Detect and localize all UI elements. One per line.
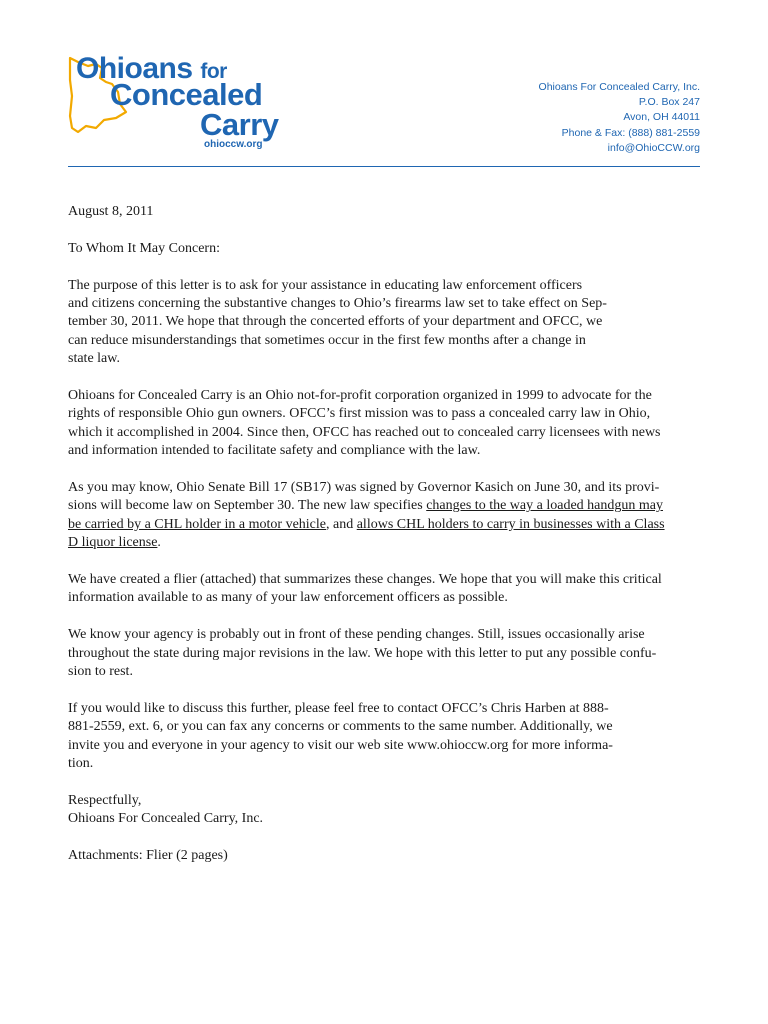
logo-text-line3: Carry	[200, 107, 279, 142]
text-line: 881-2559, ext. 6, or you can fax any concerns or comments to the same number. Additionally, we	[68, 719, 613, 735]
paragraph-agency	[68, 626, 718, 681]
text-line: tember 30, 2011. We hope that through the concerted efforts of your department and OFCC, we	[68, 314, 603, 330]
signature: Ohioans For Concealed Carry, Inc.	[68, 811, 264, 827]
paragraph-sb17	[68, 479, 718, 553]
paragraph-about-ofcc	[68, 387, 718, 461]
text-line: and information intended to facilitate safety and compliance with the law.	[68, 443, 481, 459]
text-line	[68, 497, 718, 515]
letter-salutation: To Whom It May Concern:	[68, 240, 220, 256]
text-line: throughout the state during major revisions in the law. We hope with this letter to put any possible confu-	[68, 645, 657, 661]
contact-org: Ohioans For Concealed Carry, Inc.	[538, 81, 700, 93]
link-class-d-liquor[interactable]: allows CHL holders to carry in businesses with a Class	[356, 516, 665, 532]
text-line: invite you and everyone in your agency to visit our web site www.ohioccw.org for more informa-	[68, 737, 613, 753]
letter-body	[68, 203, 718, 884]
logo-text-line2: Concealed	[110, 77, 263, 112]
text-line	[68, 516, 718, 534]
attachments-note: Attachments: Flier (2 pages)	[68, 848, 228, 864]
link-vehicle-carry[interactable]: changes to the way a loaded handgun may	[426, 498, 663, 514]
text-line: We know your agency is probably out in front of these pending changes. Still, issues occasionally arise	[68, 627, 645, 643]
text-line: We have created a flier (attached) that summarizes these changes. We hope that you will make this critical	[68, 572, 662, 588]
letter-date: August 8, 2011	[68, 204, 154, 219]
contact-city: Avon, OH 44011	[623, 111, 700, 124]
text-line: information available to as many of your law enforcement officers as possible.	[68, 590, 508, 606]
text-line: state law.	[68, 351, 120, 367]
signature-block	[68, 792, 718, 829]
text-line: The purpose of this letter is to ask for your assistance in educating law enforcement officers	[68, 277, 583, 293]
text-line	[68, 534, 718, 552]
contact-po-box: P.O. Box 247	[638, 96, 700, 109]
closing: Respectfully,	[68, 792, 142, 808]
text-line: rights of responsible Ohio gun owners. OFCC’s first mission was to pass a concealed carry law in Ohio,	[68, 406, 651, 422]
paragraph-purpose	[68, 277, 718, 369]
text-line: Ohioans for Concealed Carry is an Ohio not-for-profit corporation organized in 1999 to advocate for the	[68, 388, 652, 404]
text-segment: , and	[326, 516, 357, 532]
text-line: can reduce misunderstandings that sometimes occur in the first few months after a change in	[68, 332, 586, 348]
text-line: As you may know, Ohio Senate Bill 17 (SB17) was signed by Governor Kasich on June 30, and its provi-	[68, 480, 660, 496]
link-vehicle-carry-cont[interactable]: be carried by a CHL holder in a motor vehicle	[68, 516, 326, 532]
header-divider	[68, 166, 700, 167]
contact-email: info@OhioCCW.org	[607, 141, 700, 154]
text-segment: .	[157, 535, 161, 551]
text-line: tion.	[68, 756, 94, 772]
logo-url: ohioccw.org	[204, 139, 263, 150]
logo-text-line1: Ohioans for	[76, 52, 227, 85]
link-class-d-liquor-cont[interactable]: D liquor license	[68, 535, 158, 551]
text-line: If you would like to discuss this further, please feel free to contact OFCC’s Chris Harben at 888-	[68, 700, 609, 716]
text-segment: sions will become law on September 30. The new law specifies	[68, 498, 427, 514]
organization-logo	[66, 52, 296, 156]
text-line: sion to rest.	[68, 664, 133, 680]
contact-phone: Phone & Fax: (888) 881-2559	[561, 126, 700, 139]
paragraph-contact	[68, 700, 718, 774]
contact-block	[539, 80, 700, 156]
text-line: and citizens concerning the substantive changes to Ohio’s firearms law set to take effect on Sep-	[68, 296, 607, 311]
text-line: which it accomplished in 2004. Since then, OFCC has reached out to concealed carry licensees with news	[68, 424, 661, 440]
paragraph-flier	[68, 571, 718, 608]
